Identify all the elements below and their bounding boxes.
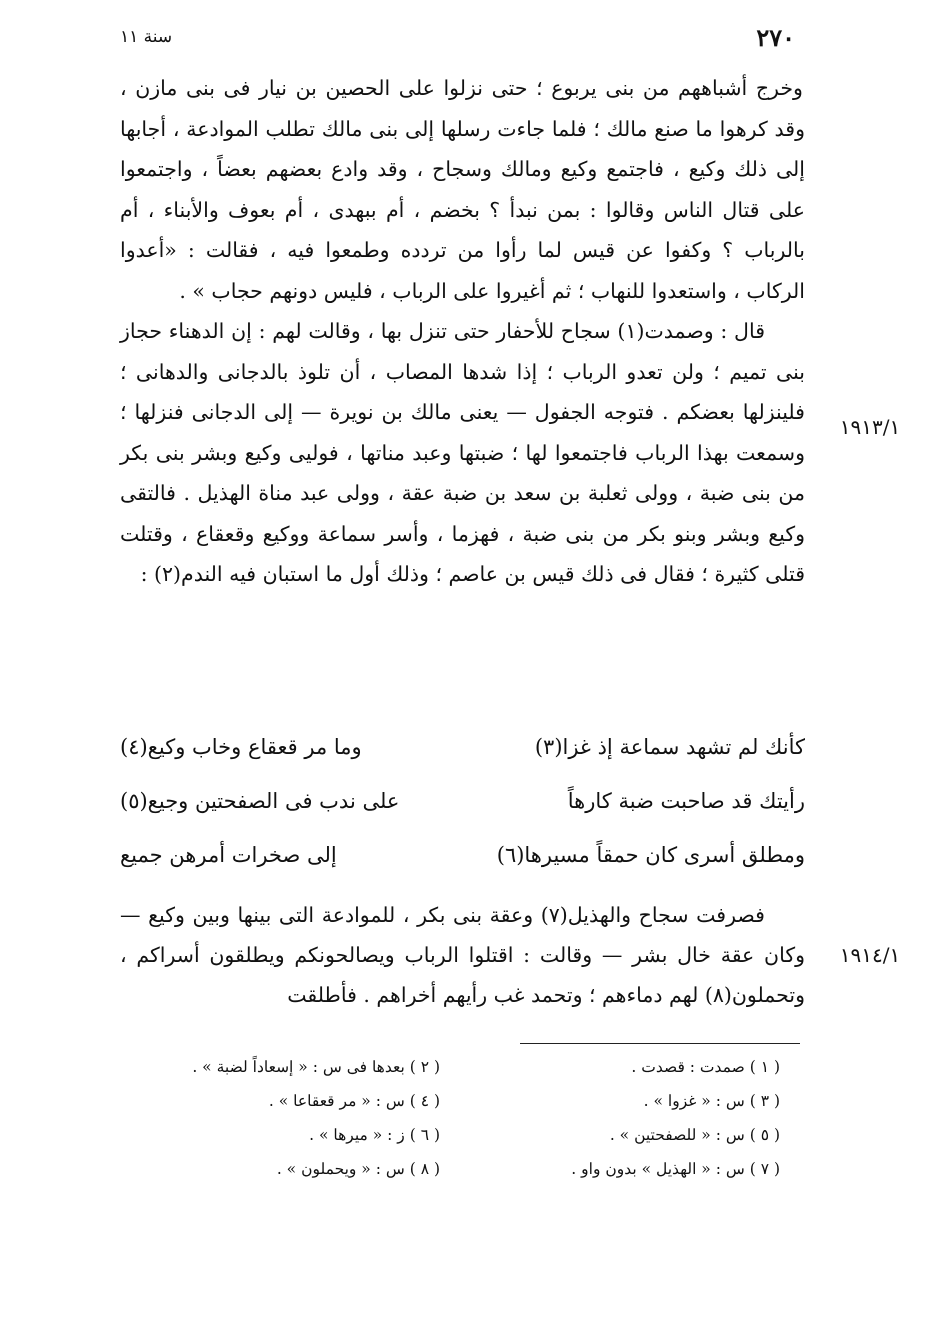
text-line: الدهناء حجاز بنى تميم ؛ ولن تعدو الرباب ؛ إذا شدها المصاب ، أن	[120, 319, 805, 384]
text-line: وعبد مناتها ، فوليى وكيع وبشر بنى بكر من بنى ضبة ، وولى ثعلبة بن	[120, 440, 805, 505]
margin-reference-2: ١٩١٤/١	[839, 943, 901, 967]
footnote: ( ٤ ) س : « مر قعقاعا » .	[268, 1092, 440, 1110]
running-head-year: سنة ١١	[120, 27, 173, 47]
text-line: نويرة — إلى الدجانى فنزلها ؛ وسمعت بهذا الرباب فاجتمعوا لها ؛ ضبتها	[120, 400, 805, 465]
poem-hemistich-first: رأيتك قد صاحبت ضبة كارهاً	[567, 789, 805, 813]
poem-hemistich-second: على ندب فى الصفحتين وجيع(٥)	[120, 789, 400, 813]
text-line: من بنى ضبة ، فهزما ، وأسر سماعة ووكيع وقعقاع ، وقتلت قتلى كثيرة ؛	[120, 521, 805, 586]
paragraph-3	[120, 895, 805, 1015]
page-header	[120, 22, 795, 52]
footnote: ( ٧ ) س : « الهذيل » بدون واو .	[571, 1160, 780, 1178]
text-line: تردده وطمعوا فيه ، فقالت : «أعدوا الركاب ، واستعدوا للنهاب ؛	[120, 238, 805, 303]
poem-hemistich-first: ومطلق أسرى كان حمقاً مسيرها(٦)	[496, 843, 805, 867]
poem-hemistich-first: كأنك لم تشهد سماعة إذ غزا(٣)	[534, 735, 805, 759]
text-line: سعد بن ضبة عقة ، وولى عبد مناة الهذيل . فالتقى وكيع وبشر وبنو بكر	[120, 481, 805, 546]
text-line: بعضاً ، واجتمعوا على قتال الناس وقالوا : بمن نبدأ ؟ بخضم ، أم	[120, 157, 805, 222]
text-line: وقد كرهوا ما صنع مالك ؛ فلما جاءت رسلها إلى بنى مالك تطلب الموادعة ،	[166, 116, 805, 141]
footnote: ( ٣ ) س : « غزوا » .	[643, 1092, 780, 1110]
poem-verse	[120, 828, 805, 882]
footnote: ( ٢ ) بعدها فى س : « إسعاداً لضبة » .	[192, 1058, 440, 1076]
text-line: وخرج أشباههم من بنى يربوع ؛ حتى نزلوا على الحصين بن نيار فى بنى مازن ،	[120, 76, 803, 100]
footnote: ( ٥ ) س : « للصفحتين » .	[609, 1126, 780, 1144]
poem	[120, 720, 805, 882]
footnote-row	[120, 1050, 780, 1084]
main-text-continued	[120, 895, 805, 1015]
paragraph-2	[120, 311, 805, 595]
margin-reference-1: ١٩١٣/١	[839, 415, 901, 439]
text-line: فصرفت سجاح والهذيل(٧) وعقة بنى بكر ، للموادعة التى بينها وبين	[184, 903, 765, 927]
text-line: وكيع — وكان عقة خال بشر — وقالت : اقتلوا الرباب ويصالحونكم ويطلقون	[120, 903, 805, 967]
poem-verse	[120, 720, 805, 774]
footnote-row	[120, 1084, 780, 1118]
text-line: ثم أغيروا على الرباب ، فليس دونهم حجاب » .	[179, 278, 572, 303]
footnote: ( ٨ ) س : « ويحملون » .	[276, 1160, 440, 1178]
poem-verse	[120, 774, 805, 828]
footnote-row	[120, 1152, 780, 1186]
page-number: ٢٧٠	[756, 22, 795, 52]
text-line: ببهدى ، أم بعوف والأبناء ، أم بالرباب ؟ وكفوا عن قيس لما رأوا من	[120, 197, 805, 262]
footnote-divider	[520, 1043, 800, 1044]
main-text	[120, 68, 805, 595]
footnote-row	[120, 1118, 780, 1152]
text-line: أسراكم ، وتحملون(٨) لهم دماءهم ؛ وتحمد غب رأيهم أخراهم . فأطلقت	[120, 943, 805, 1007]
text-line: قال : وصمدت(١) سجاح للأحفار حتى تنزل بها ، وقالت لهم : إن	[224, 319, 765, 343]
poem-hemistich-second: وما مر قعقاع وخاب وكيع(٤)	[120, 735, 362, 759]
text-line: تلوذ بالدجانى والدهانى ؛ فلينزلها بعضكم . فتوجه الجفول — يعنى مالك بن	[120, 359, 805, 424]
paragraph-1	[120, 68, 805, 311]
poem-hemistich-second: إلى صخرات أمرهن جميع	[120, 843, 337, 867]
footnote: ( ١ ) صمدت : قصدت .	[631, 1058, 780, 1076]
footnotes	[120, 1050, 780, 1186]
text-line: فقال فى ذلك قيس بن عاصم ؛ وذلك أول ما استبان فيه الندم(٢) :	[140, 562, 695, 586]
footnote: ( ٦ ) ز : « ميرها » .	[309, 1126, 440, 1144]
text-line: أجابها إلى ذلك وكيع ، فاجتمع وكيع ومالك وسجاح ، وقد وادع بعضهم	[120, 116, 806, 181]
